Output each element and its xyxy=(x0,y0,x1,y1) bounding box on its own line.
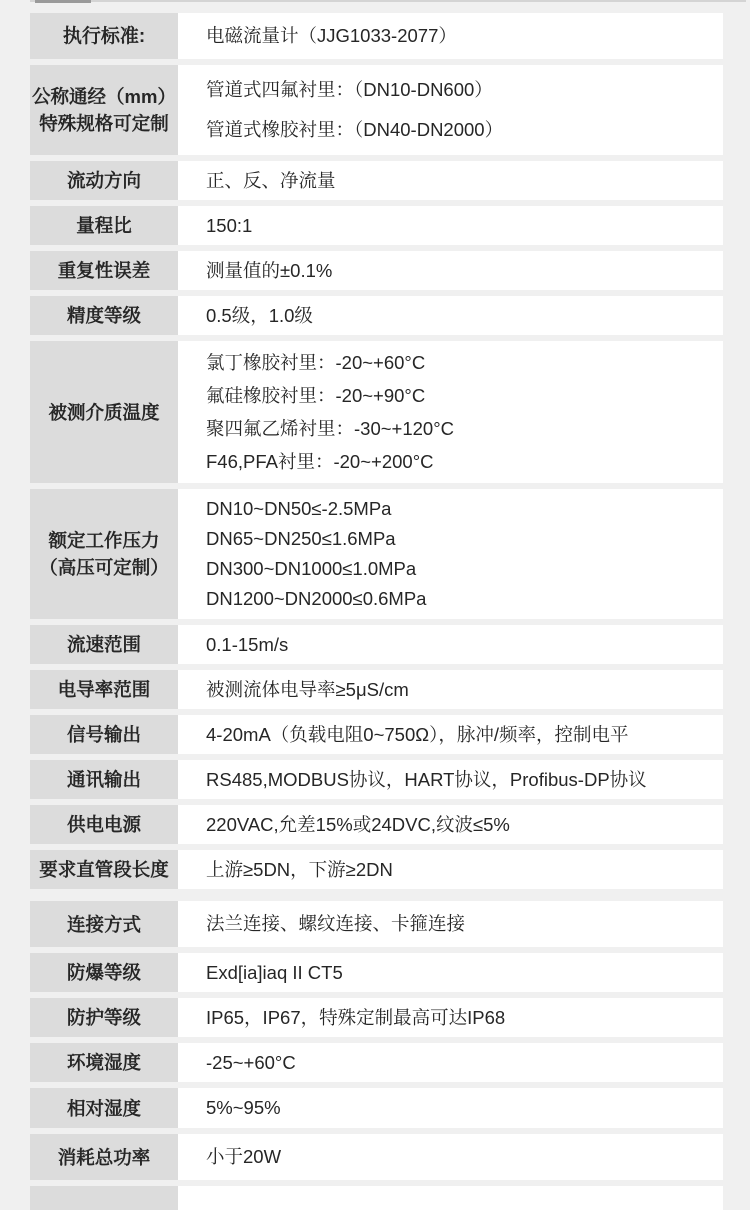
spec-value-cell xyxy=(178,670,723,709)
spec-value-cell xyxy=(178,901,723,947)
spec-value-text: DN1200~DN2000≤0.6MPa xyxy=(206,588,427,609)
spec-row xyxy=(30,901,723,947)
spec-label-text: 消耗总功率 xyxy=(57,1146,151,1168)
spec-value-cell xyxy=(178,13,723,59)
spec-value-text: 4-20mA（负载电阻0~750Ω），脉冲/频率，控制电平 xyxy=(206,723,629,745)
spec-value-cell xyxy=(178,805,723,844)
spec-value-text: F46,PFA衬里：-20~+200°C xyxy=(206,451,434,472)
spec-value-text: DN300~DN1000≤1.0MPa xyxy=(206,558,417,579)
spec-row xyxy=(30,1043,723,1082)
spec-label-cell xyxy=(30,670,178,709)
spec-row xyxy=(30,670,723,709)
cropped-top-border xyxy=(30,0,746,2)
spec-label-text: 公称通经（mm） xyxy=(32,86,176,107)
spec-value-cell xyxy=(178,715,723,754)
spec-row xyxy=(30,296,723,335)
spec-value-text: 小于20W xyxy=(206,1146,282,1167)
spec-value-text: -25~+60°C xyxy=(206,1051,296,1073)
spec-row xyxy=(30,341,723,483)
spec-label-text: 要求直管段长度 xyxy=(39,859,169,880)
spec-label-cell xyxy=(30,1088,178,1128)
spec-row xyxy=(30,715,723,754)
spec-row xyxy=(30,65,723,155)
spec-value-cell xyxy=(178,206,723,245)
spec-label-text: 重复性误差 xyxy=(57,260,151,281)
spec-value-text: DN10~DN50≤-2.5MPa xyxy=(206,498,392,519)
spec-label-cell xyxy=(30,161,178,200)
spec-label-text: 防护等级 xyxy=(66,1007,141,1028)
spec-value-text: 聚四氟乙烯衬里：-30~+120°C xyxy=(206,418,454,439)
spec-value-text: RS485,MODBUS协议，HART协议，Profibus-DP协议 xyxy=(206,768,647,790)
spec-row xyxy=(30,625,723,664)
spec-label-text: 环境湿度 xyxy=(66,1052,141,1073)
spec-value-text: 上游≥5DN，下游≥2DN xyxy=(206,858,393,880)
spec-label-text: 流动方向 xyxy=(66,170,141,191)
spec-value-text: 管道式四氟衬里：（DN10-DN600） xyxy=(206,79,493,100)
spec-table xyxy=(30,13,723,1210)
spec-label-text: 信号输出 xyxy=(66,724,141,745)
spec-row xyxy=(30,1134,723,1180)
spec-row xyxy=(30,161,723,200)
spec-value-text: DN65~DN250≤1.6MPa xyxy=(206,528,396,549)
spec-label-cell xyxy=(30,1186,178,1210)
spec-label-cell xyxy=(30,760,178,799)
spec-label-cell xyxy=(30,998,178,1037)
spec-value-cell xyxy=(178,850,723,889)
spec-value-cell xyxy=(178,489,723,619)
spec-value-cell xyxy=(178,296,723,335)
spec-row xyxy=(30,953,723,992)
spec-row xyxy=(30,251,723,290)
spec-value-cell xyxy=(178,625,723,664)
spec-value-cell xyxy=(178,341,723,483)
spec-label-text: 执行标准: xyxy=(62,25,146,47)
spec-label-text: （高压可定制） xyxy=(39,557,169,578)
spec-value-cell xyxy=(178,251,723,290)
spec-label-text: 相对湿度 xyxy=(66,1097,141,1119)
spec-label-text: 通讯输出 xyxy=(66,769,141,790)
partial-next-row xyxy=(30,1186,723,1210)
spec-label-cell xyxy=(30,13,178,59)
spec-value-cell xyxy=(178,760,723,799)
spec-label-cell xyxy=(30,625,178,664)
spec-value-text: 被测流体电导率≥5μS/cm xyxy=(206,678,409,700)
spec-label-text: 供电电源 xyxy=(66,814,141,835)
spec-label-text: 电导率范围 xyxy=(57,679,151,700)
spec-value-text: 测量值的±0.1% xyxy=(206,259,333,281)
spec-label-text: 特殊规格可定制 xyxy=(39,113,169,134)
spec-label-cell xyxy=(30,341,178,483)
spec-label-cell xyxy=(30,850,178,889)
spec-row xyxy=(30,489,723,619)
spec-label-text: 精度等级 xyxy=(66,305,141,326)
spec-value-text: 电磁流量计（JJG1033-2077） xyxy=(206,25,457,46)
spec-row xyxy=(30,805,723,844)
spec-value-cell xyxy=(178,1186,723,1210)
spec-value-text: 法兰连接、螺纹连接、卡箍连接 xyxy=(206,913,466,934)
spec-label-cell xyxy=(30,1134,178,1180)
spec-label-cell xyxy=(30,805,178,844)
spec-row xyxy=(30,1088,723,1128)
spec-value-text: 正、反、净流量 xyxy=(206,169,336,191)
spec-row xyxy=(30,206,723,245)
spec-value-cell xyxy=(178,998,723,1037)
spec-label-cell xyxy=(30,206,178,245)
spec-value-text: 氟硅橡胶衬里：-20~+90°C xyxy=(206,385,426,406)
spec-value-cell xyxy=(178,1088,723,1128)
spec-label-text: 防爆等级 xyxy=(66,962,141,983)
spec-value-text: IP65，IP67，特殊定制最高可达IP68 xyxy=(206,1006,506,1028)
spec-label-cell xyxy=(30,489,178,619)
spec-label-cell xyxy=(30,251,178,290)
spec-row xyxy=(30,13,723,59)
spec-row xyxy=(30,998,723,1037)
spec-label-cell xyxy=(30,296,178,335)
spec-label-text: 额定工作压力 xyxy=(48,530,160,551)
spec-row xyxy=(30,850,723,889)
spec-label-text: 连接方式 xyxy=(66,913,141,935)
spec-label-cell xyxy=(30,715,178,754)
spec-value-text: 150:1 xyxy=(206,214,253,236)
spec-label-cell xyxy=(30,953,178,992)
spec-value-cell xyxy=(178,1134,723,1180)
spec-value-text: Exd[ia]iaq II CT5 xyxy=(206,961,343,983)
spec-value-text: 氯丁橡胶衬里：-20~+60°C xyxy=(206,352,426,373)
cropped-top-border-dark-segment xyxy=(35,0,91,3)
spec-row xyxy=(30,760,723,799)
spec-label-text: 量程比 xyxy=(76,215,132,236)
spec-label-text: 被测介质温度 xyxy=(48,401,160,423)
spec-value-text: 5%~95% xyxy=(206,1097,281,1118)
spec-value-text: 0.1-15m/s xyxy=(206,633,289,655)
spec-value-cell xyxy=(178,65,723,155)
spec-label-cell xyxy=(30,65,178,155)
spec-label-text: 流速范围 xyxy=(66,634,141,655)
spec-value-text: 管道式橡胶衬里：（DN40-DN2000） xyxy=(206,119,504,140)
spec-value-text: 0.5级，1.0级 xyxy=(206,304,313,326)
spec-value-text: 220VAC,允差15%或24DVC,纹波≤5% xyxy=(206,813,510,835)
spec-value-cell xyxy=(178,1043,723,1082)
spec-label-cell xyxy=(30,1043,178,1082)
spec-label-cell xyxy=(30,901,178,947)
spec-value-cell xyxy=(178,161,723,200)
spec-value-cell xyxy=(178,953,723,992)
